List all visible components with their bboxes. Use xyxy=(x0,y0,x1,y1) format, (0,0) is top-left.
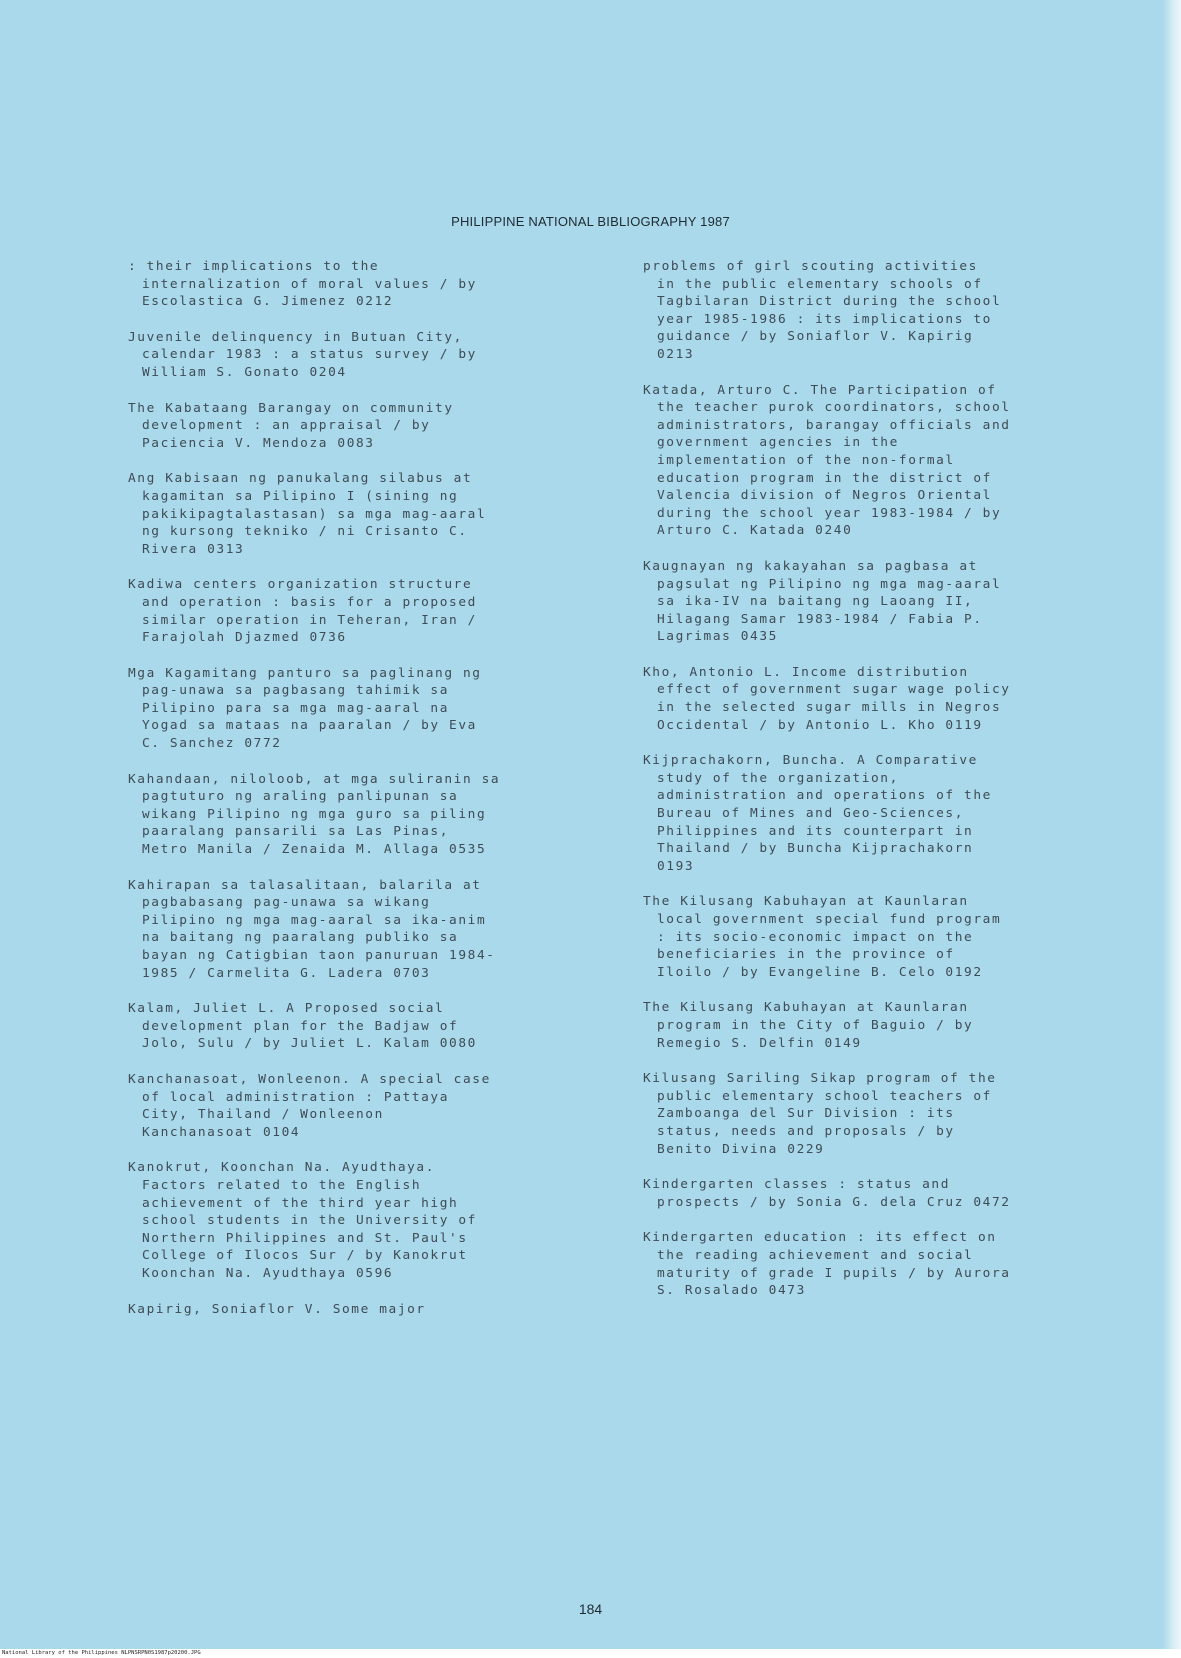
bib-entry: Katada, Arturo C. The Participation of the teacher purok coordinators, school administrators, barangay officials and government agencies in the implementation of the non-formal education program in the district of Valencia division of Negros Oriental during the school year 1983-1984 / by Arturo C. Katada 0240 xyxy=(643,382,1011,539)
bib-entry: Kijprachakorn, Buncha. A Comparative study of the organization, administration and operations of the Bureau of Mines and Geo-Sciences, Philippines and its counterpart in Thailand / by Buncha Kijprachakorn 0193 xyxy=(643,753,992,874)
bib-entry: Mga Kagamitang panturo sa paglinang ng pag-unawa sa pagbasang tahimik sa Pilipino para sa mga mag-aaral na Yogad sa mataas na paaralan / by Eva C. Sanchez 0772 xyxy=(128,665,482,752)
page-header: PHILIPPINE NATIONAL BIBLIOGRAPHY 1987 xyxy=(451,214,730,229)
page-number: 184 xyxy=(578,1601,603,1617)
left-column xyxy=(128,258,598,1336)
bib-entry: Ang Kabisaan ng panukalang silabus at kagamitan sa Pilipino I (sining ng pakikipagtalastasan) sa mga mag-aaral ng kursong tekniko / ni Crisanto C. Rivera 0313 xyxy=(128,471,487,557)
bib-entry: Kadiwa centers organization structure and operation : basis for a proposed similar operation in Teheran, Iran / Farajolah Djazmed 0736 xyxy=(128,577,477,646)
bib-entry: Kalam, Juliet L. A Proposed social development plan for the Badjaw of Jolo, Sulu / by Juliet L. Kalam 0080 xyxy=(128,1001,477,1052)
bib-entry: Kanokrut, Koonchan Na. Ayudthaya. Factors related to the English achievement of the third year high school students in the University of Northern Philippines and St. Paul's College of Ilocos Sur / by Kanokrut Koonchan Na. Ayudthaya 0596 xyxy=(128,1160,477,1281)
bib-entry: Kindergarten classes : status and prospects / by Sonia G. dela Cruz 0472 xyxy=(643,1177,1011,1210)
bib-entry: Kilusang Sariling Sikap program of the public elementary school teachers of Zamboanga del Sur Division : its status, needs and proposals / by Benito Divina 0229 xyxy=(643,1071,997,1157)
bib-entry: Kho, Antonio L. Income distribution effect of government sugar wage policy in the selected sugar mills in Negros Occidental / by Antonio L. Kho 0119 xyxy=(643,664,1011,733)
bib-entry: Juvenile delinquency in Butuan City, calendar 1983 : a status survey / by William S. Gonato 0204 xyxy=(128,329,477,380)
bib-entry: The Kabataang Barangay on community development : an appraisal / by Paciencia V. Mendoza 0083 xyxy=(128,400,454,451)
page-edge-shadow xyxy=(1163,0,1181,1658)
bib-entry: Kindergarten education : its effect on the reading achievement and social maturity of grade I pupils / by Aurora S. Rosalado 0473 xyxy=(643,1230,1011,1299)
right-column xyxy=(643,258,1123,1318)
bib-entry: problems of girl scouting activities in the public elementary schools of Tagbilaran District during the school year 1985-1986 : its implications to guidance / by Soniaflor V. Kapirig 0213 xyxy=(643,259,1002,362)
bib-entry: Kaugnayan ng kakayahan sa pagbasa at pagsulat ng Pilipino ng mga mag-aaral sa ika-IV na baitang ng Laoang II, Hilagang Samar 1983-1984 / Fabia P. Lagrimas 0435 xyxy=(643,558,1002,645)
bib-entry: : their implications to the internalization of moral values / by Escolastica G. Jimenez 0212 xyxy=(128,259,477,310)
bib-entry: The Kilusang Kabuhayan at Kaunlaran program in the City of Baguio / by Remegio S. Delfin 0149 xyxy=(643,1000,974,1051)
bib-entry: Kahirapan sa talasalitaan, balarila at pagbabasang pag-unawa sa wikang Pilipino ng mga mag-aaral sa ika-anim na baitang ng paaralang publiko sa bayan ng Catigbian taon panuruan 1984- 1985 / Carmelita G. Ladera 0703 xyxy=(128,877,496,981)
scan-credit-line: National Library of the Philippines NLPNSRPN0S1987p20200.JPG xyxy=(0,1649,1181,1658)
bib-entry: The Kilusang Kabuhayan at Kaunlaran local government special fund program : its socio-economic impact on the beneficiaries in the province of Iloilo / by Evangeline B. Celo 0192 xyxy=(643,894,1002,980)
bib-entry: Kapirig, Soniaflor V. Some major xyxy=(128,1301,426,1317)
bib-entry: Kahandaan, niloloob, at mga suliranin sa pagtuturo ng araling panlipunan sa wikang Pilipino ng mga guro sa piling paaralang pansarili sa Las Pinas, Metro Manila / Zenaida M. Allaga 0535 xyxy=(128,771,501,858)
bib-entry: Kanchanasoat, Wonleenon. A special case of local administration : Pattaya City, Thailand / Wonleenon Kanchanasoat 0104 xyxy=(128,1071,491,1140)
